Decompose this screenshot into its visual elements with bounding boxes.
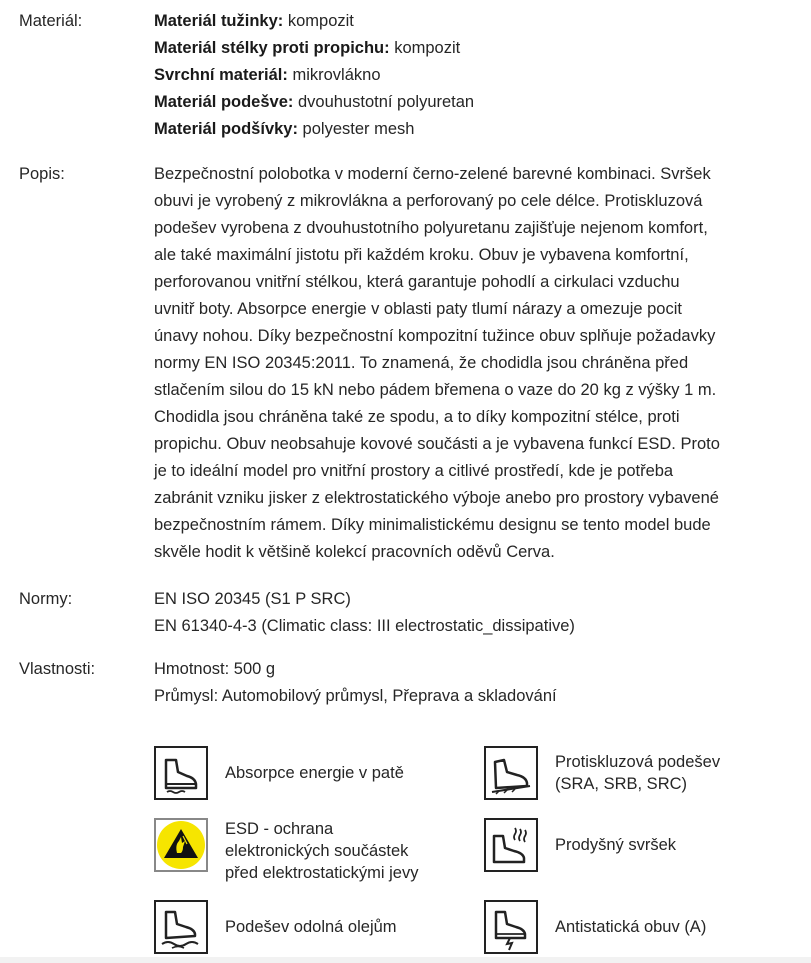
esd-warning-icon (154, 818, 208, 872)
norm-item: EN 61340-4-3 (Climatic class: III electrostatic_dissipative) (154, 617, 575, 635)
material-item: Materiál tužinky: kompozit (154, 12, 354, 30)
antistatic-shoe-icon (484, 900, 538, 954)
spec-value (154, 656, 774, 710)
feature-anti-slip (484, 746, 811, 802)
property-item: Průmysl: Automobilový průmysl, Přeprava a skladování (154, 687, 557, 705)
spec-label: Materiál: (19, 12, 83, 30)
spec-label: Normy: (19, 590, 73, 608)
material-item: Materiál podšívky: polyester mesh (154, 120, 415, 138)
description-text (154, 161, 774, 566)
breathable-upper-icon (484, 818, 538, 872)
description-line: Chodidla jsou chráněna také ze spodu, a to díky kompozitní stélce, proti (154, 408, 680, 426)
feature-label: Podešev odolná olejům (225, 918, 397, 936)
feature-label: Absorpce energie v patě (225, 764, 404, 782)
description-line: bezpečnostním rámem. Díky minimalistickému designu se tento model bude (154, 516, 711, 534)
spec-value (154, 586, 774, 640)
feature-antistatic (484, 900, 811, 956)
energy-absorption-heel-icon (154, 746, 208, 800)
feature-label: Protiskluzová podešev (SRA, SRB, SRC) (555, 753, 721, 793)
description-line: normy EN ISO 20345:2011. To znamená, že chodidla jsou chráněna před (154, 354, 689, 372)
feature-label: Antistatická obuv (A) (555, 918, 707, 936)
description-line: je to ideální model pro vnitřní prostory a citlivé prostředí, kde je potřeba (154, 462, 674, 480)
material-item: Materiál stélky proti propichu: kompozit (154, 39, 461, 57)
description-line: uvnitř boty. Absorpce energie v oblasti paty tlumí nárazy a omezuje pocit (154, 300, 682, 318)
oil-resistant-sole-icon (154, 900, 208, 954)
spec-label: Popis: (19, 165, 65, 183)
feature-label: ESD - ochrana elektronických součástek před elektrostatickými jevy (225, 820, 419, 882)
feature-energy-absorption (154, 746, 484, 802)
material-item: Materiál podešve: dvouhustotní polyuretan (154, 93, 475, 111)
feature-label: Prodyšný svršek (555, 836, 677, 854)
spec-value (154, 8, 774, 143)
material-item: Svrchní materiál: mikrovlákno (154, 66, 381, 84)
description-line: perforovanou vnitřní stélkou, která garantuje pohodlí a cirkulaci vzduchu (154, 273, 680, 291)
norm-item: EN ISO 20345 (S1 P SRC) (154, 590, 351, 608)
description-line: stlačením silou do 15 kN nebo pádem břemena o vaze do 20 kg z výšky 1 m. (154, 381, 717, 399)
description-line: skvěle hodit k většině kolekcí pracovních oděvů Cerva. (154, 543, 555, 561)
description-line: ale také maximální jistotu při každém kroku. Obuv je vybavena komfortní, (154, 246, 689, 264)
description-line: podešev vyrobena z dvouhustotního polyuretanu zajišťuje nejenom komfort, (154, 219, 708, 237)
description-line: Bezpečnostní polobotka v moderní černo-zelené barevné kombinaci. Svršek (154, 165, 711, 183)
property-item: Hmotnost: 500 g (154, 660, 276, 678)
feature-oil-resistant (154, 900, 484, 956)
footer-divider (0, 957, 811, 963)
description-line: obuvi je vyrobený z mikrovlákna a perforovaný po cele délce. Protiskluzová (154, 192, 703, 210)
anti-slip-sole-icon (484, 746, 538, 800)
description-line: únavy nohou. Díky bezpečnostní kompozitní tužince obuv splňuje požadavky (154, 327, 716, 345)
description-line: propichu. Obuv neobsahuje kovové součásti a je vybavena funkcí ESD. Proto (154, 435, 720, 453)
feature-breathable (484, 818, 811, 874)
spec-label: Vlastnosti: (19, 660, 96, 678)
description-line: zabránit vzniku jisker z elektrostatického výboje anebo pro prostory vybavené (154, 489, 719, 507)
feature-esd (154, 818, 484, 886)
